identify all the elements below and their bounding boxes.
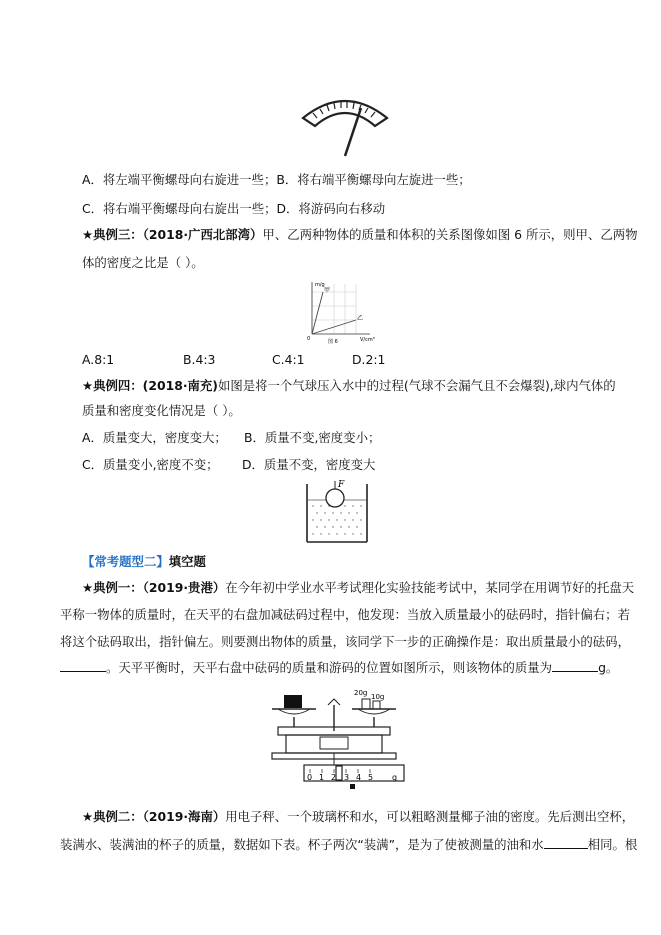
option-b: B．质量不变,密度变小； <box>244 430 381 445</box>
option-c: C.4:1 <box>272 352 305 367</box>
example3-source: （2018·广西北部湾） <box>142 227 263 242</box>
fill2-text1: 用电子秤、一个玻璃杯和水，可以粗略测量椰子油的密度。先后测出空杯， <box>225 809 635 824</box>
scale-unit: g <box>392 773 398 782</box>
example4-line1 <box>82 377 616 395</box>
fill2-label: ★典例二： <box>82 809 143 824</box>
graph-caption: 图 6 <box>328 339 338 345</box>
option-a: A.8:1 <box>82 352 115 367</box>
fill2-source: （2019·海南） <box>142 809 226 824</box>
answer-blank-mass[interactable] <box>552 659 598 672</box>
option-line-ab: A．将左端平衡螺母向右旋进一些；B．将右端平衡螺母向左旋进一些； <box>82 172 471 187</box>
fill2-text2a: 装满水、装满油的杯子的质量，数据如下表。杯子两次“装满”，是为了使被测量的油和水 <box>60 837 544 852</box>
section2-tag: 【常考题型二】 <box>82 554 169 569</box>
balance-dial-figure <box>295 88 395 160</box>
fill1-line1 <box>82 579 634 597</box>
graph-series-jia: 甲 <box>324 287 331 294</box>
fill1-text4a: 。天平平衡时，天平右盘中砝码的质量和游码的位置如图所示，则该物体的质量为 <box>106 660 553 675</box>
force-label: F <box>338 480 345 490</box>
fill1-line4 <box>60 659 618 677</box>
weight-10g-label: 10g <box>371 693 385 701</box>
example4-source: (2018·南充) <box>142 378 218 393</box>
balance-scale-figure <box>268 687 408 791</box>
fill1-source: （2019·贵港） <box>142 580 226 595</box>
mass-volume-graph <box>298 278 380 346</box>
graph-series-yi: 乙 <box>357 315 364 322</box>
example3-text2: 体的密度之比是（ ）。 <box>82 255 204 270</box>
section2-title: 填空题 <box>168 554 206 569</box>
fill2-text2b: 相同。根 <box>587 837 638 852</box>
fill1-text1: 在今年初中学业水平考试理化实验技能考试中，某同学在用调节好的托盘天 <box>225 580 635 595</box>
example3-options <box>82 351 385 369</box>
balloon-in-water-figure <box>301 478 373 546</box>
section2-heading <box>82 553 206 571</box>
option-line-cd: C．将右端平衡螺母向右旋出一些；D．将游码向右移动 <box>82 201 386 216</box>
fill1-text4b: g。 <box>598 660 619 675</box>
option-d: D．质量不变，密度变大 <box>242 457 376 472</box>
example4-options-ab <box>82 429 380 447</box>
example4-options-cd <box>82 456 375 474</box>
option-a: A．质量变大，密度变大； <box>82 430 227 445</box>
option-c: C．质量变小,密度不变； <box>82 457 219 472</box>
scale-tick-3: 3 <box>344 773 350 782</box>
example4-text1: 如图是将一个气球压入水中的过程(气球不会漏气且不会爆裂),球内气体的 <box>217 378 616 393</box>
answer-blank-operation[interactable] <box>60 659 106 672</box>
fill2-line1 <box>82 808 634 826</box>
graph-ylabel: m/g <box>315 282 325 288</box>
graph-xlabel: V/cm³ <box>360 337 375 343</box>
example3-label: ★典例三： <box>82 227 143 242</box>
fill1-label: ★典例一： <box>82 580 143 595</box>
option-b: B.4:3 <box>183 352 216 367</box>
example3-text1: 甲、乙两种物体的质量和体积的关系图像如图 6 所示，则甲、乙两物 <box>262 227 638 242</box>
scale-tick-5: 5 <box>368 773 374 782</box>
answer-blank-volume[interactable] <box>544 836 588 849</box>
scale-tick-0: 0 <box>307 773 313 782</box>
example3-line1 <box>82 226 638 244</box>
graph-origin: 0 <box>307 336 311 342</box>
scale-tick-2: 2 <box>331 773 337 782</box>
weight-20g-label: 20g <box>354 689 368 697</box>
option-d: D.2:1 <box>352 352 386 367</box>
example4-text2: 质量和密度变化情况是（ ）。 <box>82 403 241 418</box>
example4-label: ★典例四： <box>82 378 143 393</box>
fill1-text2: 平称一物体的质量时，在天平的右盘加减砝码过程中，他发现：当放入质量最小的砝码时，指针偏右；若 <box>60 607 630 622</box>
scale-tick-4: 4 <box>356 773 362 782</box>
fill1-text3: 将这个砝码取出，指针偏左。则要测出物体的质量，该同学下一步的正确操作是：取出质量最小的砝码， <box>60 634 630 649</box>
fill2-line2 <box>60 836 637 854</box>
scale-tick-1: 1 <box>319 773 325 782</box>
